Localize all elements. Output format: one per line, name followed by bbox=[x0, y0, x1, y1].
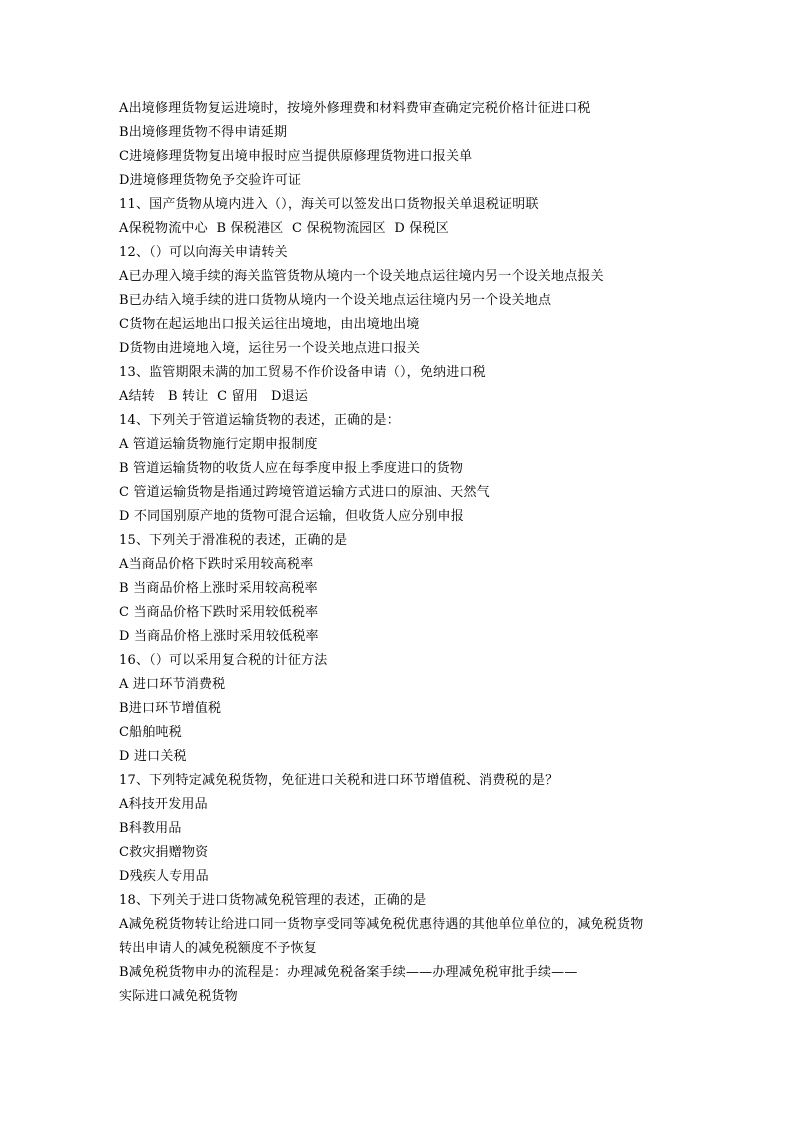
text-line: A当商品价格下跌时采用较高税率 bbox=[119, 557, 314, 572]
text-line: C 管道运输货物是指通过跨境管道运输方式进口的原油、天然气 bbox=[119, 485, 490, 500]
text-line: B 当商品价格上涨时采用较高税率 bbox=[119, 581, 318, 596]
text-line: C 当商品价格下跌时采用较低税率 bbox=[119, 605, 319, 620]
text-line: A已办理入境手续的海关监管货物从境内一个设关地点运往境内另一个设关地点报关 bbox=[119, 269, 604, 284]
question-line: 18、下列关于进口货物减免税管理的表述，正确的是 bbox=[119, 893, 427, 908]
document-body bbox=[119, 97, 719, 1009]
text-line: D货物由进境地入境，运往另一个设关地点进口报关 bbox=[119, 341, 421, 356]
text-line: B科教用品 bbox=[119, 821, 182, 836]
text-line: A 进口环节消费税 bbox=[119, 677, 226, 692]
text-line: C进境修理货物复出境申报时应当提供原修理货物进口报关单 bbox=[119, 149, 473, 164]
text-line: A减免税货物转让给进口同一货物享受同等减免税优惠待遇的其他单位单位的，减免税货物 bbox=[119, 917, 644, 932]
text-line: A 管道运输货物施行定期申报制度 bbox=[119, 437, 318, 452]
text-line: C船舶吨税 bbox=[119, 725, 182, 740]
question-line: 13、监管期限未满的加工贸易不作价设备申请（），免纳进口税 bbox=[119, 365, 486, 380]
question-line: 12、（）可以向海关申请转关 bbox=[119, 245, 288, 260]
options-line: A结转 B 转让 C 留用 D退运 bbox=[119, 389, 309, 404]
text-line: 转出申请人的减免税额度不予恢复 bbox=[119, 941, 318, 956]
text-line: D残疾人专用品 bbox=[119, 869, 209, 884]
question-line: 17、下列特定减免税货物，免征进口关税和进口环节增值税、消费税的是？ bbox=[119, 773, 559, 788]
text-line: B出境修理货物不得申请延期 bbox=[119, 125, 288, 140]
text-line: A出境修理货物复运进境时，按境外修理费和材料费审查确定完税价格计征进口税 bbox=[119, 101, 591, 116]
text-line: A科技开发用品 bbox=[119, 797, 208, 812]
text-line: B已办结入境手续的进口货物从境内一个设关地点运往境内另一个设关地点 bbox=[119, 293, 552, 308]
text-line: D 当商品价格上涨时采用较低税率 bbox=[119, 629, 319, 644]
text-line: B 管道运输货物的收货人应在每季度申报上季度进口的货物 bbox=[119, 461, 464, 476]
text-line: B减免税货物申办的流程是：办理减免税备案手续——办理减免税审批手续—— bbox=[119, 965, 578, 980]
text-line: 实际进口减免税货物 bbox=[119, 989, 238, 1004]
question-line: 15、下列关于滑准税的表述，正确的是 bbox=[119, 533, 348, 548]
text-line: C救灾捐赠物资 bbox=[119, 845, 209, 860]
text-line: C货物在起运地出口报关运往出境地，由出境地出境 bbox=[119, 317, 420, 332]
options-line: A保税物流中心 B 保税港区 C 保税物流园区 D 保税区 bbox=[119, 221, 449, 236]
text-line: B进口环节增值税 bbox=[119, 701, 222, 716]
text-line: D 进口关税 bbox=[119, 749, 187, 764]
question-line: 14、下列关于管道运输货物的表述，正确的是： bbox=[119, 413, 400, 428]
text-line: D 不同国别原产地的货物可混合运输，但收货人应分别申报 bbox=[119, 509, 464, 524]
question-line: 16、（）可以采用复合税的计征方法 bbox=[119, 653, 328, 668]
question-line: 11、国产货物从境内进入（），海关可以签发出口货物报关单退税证明联 bbox=[119, 197, 539, 212]
text-line: D进境修理货物免予交验许可证 bbox=[119, 173, 302, 188]
